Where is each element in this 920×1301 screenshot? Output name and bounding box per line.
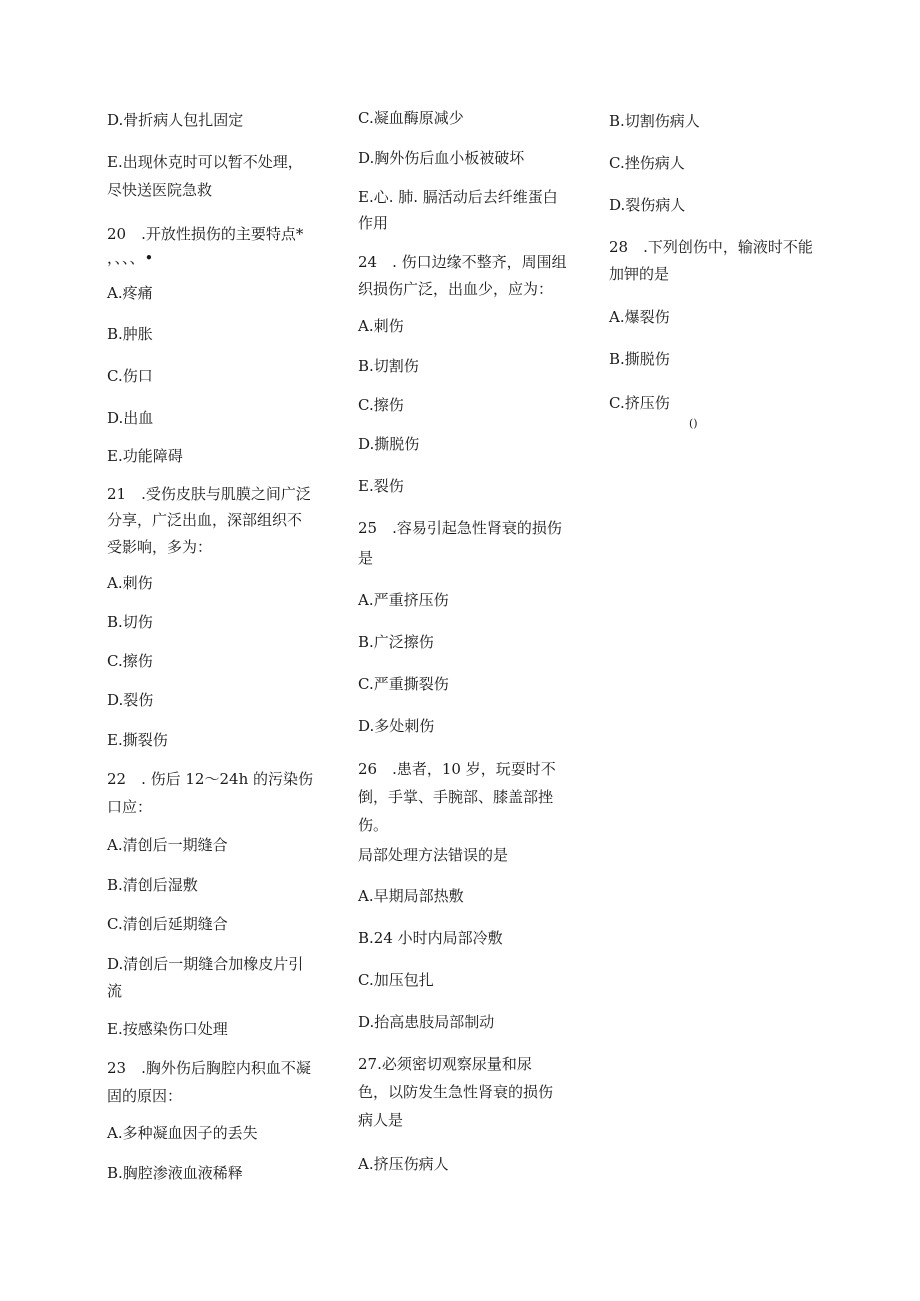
text-line: 固的原因： [107, 1087, 183, 1105]
text-line: 尽快送医院急救 [107, 181, 213, 199]
text-line: 受影响，多为： [107, 538, 213, 556]
text-line: A.清创后一期缝合 [107, 836, 228, 854]
text-line: D.胸外伤后血小板被破坏 [358, 149, 525, 167]
text-line: B.切割伤病人 [609, 112, 700, 130]
text-line: 24 . 伤口边缘不整齐，周围组 [358, 253, 567, 271]
text-line: E.出现休克时可以暂不处理， [107, 153, 303, 171]
text-line: 分享，广泛出血，深部组织不 [107, 511, 303, 529]
text-line: 口应： [107, 798, 153, 816]
text-line: 局部处理方法错误的是 [358, 846, 509, 864]
text-line: C.挫伤病人 [609, 154, 685, 172]
text-line: 21 .受伤皮肤与肌膜之间广泛 [107, 485, 311, 503]
text-line: C.凝血酶原减少 [358, 109, 464, 127]
text-line: E.裂伤 [358, 477, 404, 495]
text-line: 流 [107, 982, 123, 1000]
text-line: D.骨折病人包扎固定 [107, 111, 244, 129]
text-line: C.清创后延期缝合 [107, 915, 228, 933]
text-line: B.胸腔渗液血液稀释 [107, 1164, 243, 1182]
text-line: 加钾的是 [609, 265, 670, 283]
text-line: 28 .下列创伤中，输液时不能 [609, 238, 813, 256]
text-line: 织损伤广泛，出血少，应为： [358, 280, 554, 298]
text-line: A.挤压伤病人 [358, 1155, 449, 1173]
text-line: D.多处刺伤 [358, 717, 435, 735]
text-line: D.抬高患肢局部制动 [358, 1013, 495, 1031]
text-line: 倒，手掌、手腕部、膝盖部挫 [358, 788, 554, 806]
text-line: C.擦伤 [107, 652, 153, 670]
text-line: E.撕裂伤 [107, 731, 168, 749]
text-line: A.刺伤 [358, 317, 404, 335]
text-line: B.肿胀 [107, 325, 153, 343]
text-line: A.疼痛 [107, 284, 153, 302]
blank-parentheses: () [689, 417, 698, 430]
text-line: 26 .患者，10 岁，玩耍时不 [358, 760, 556, 778]
text-line: 23 .胸外伤后胸腔内积血不凝 [107, 1059, 311, 1077]
text-line: A.早期局部热敷 [358, 887, 464, 905]
text-line: D.清创后一期缝合加橡皮片引 [107, 955, 304, 973]
text-line: C.伤口 [107, 367, 153, 385]
text-line: 22 . 伤后 12～24h 的污染伤 [107, 770, 313, 788]
text-line: B.广泛擦伤 [358, 633, 434, 651]
text-line: B.切割伤 [358, 357, 419, 375]
text-line: A.严重挤压伤 [358, 591, 449, 609]
text-line: D.撕脱伤 [358, 435, 420, 453]
text-line: ，、、、• [107, 249, 154, 267]
text-line: D.出血 [107, 409, 154, 427]
text-line: E.心. 肺. 膈活动后去纤维蛋白 [358, 188, 558, 206]
text-line: B.清创后湿敷 [107, 876, 198, 894]
text-line: 病人是 [358, 1111, 404, 1129]
text-line: E.功能障碍 [107, 447, 183, 465]
text-line: D.裂伤 [107, 691, 154, 709]
text-line: D.裂伤病人 [609, 196, 686, 214]
text-line: C.加压包扎 [358, 971, 434, 989]
text-line: C.挤压伤 [609, 394, 670, 412]
text-line: A.爆裂伤 [609, 308, 670, 326]
text-line: 25 .容易引起急性肾衰的损伤 [358, 519, 562, 537]
text-line: 20 .开放性损伤的主要特点* [107, 225, 304, 243]
text-line: 色，以防发生急性肾衰的损伤 [358, 1083, 554, 1101]
text-line: E.按感染伤口处理 [107, 1020, 228, 1038]
text-line: B.撕脱伤 [609, 350, 670, 368]
text-line: C.擦伤 [358, 396, 404, 414]
text-line: C.严重撕裂伤 [358, 675, 449, 693]
text-line: 伤。 [358, 816, 389, 834]
text-line: B.24 小时内局部冷敷 [358, 929, 503, 947]
text-line: A.刺伤 [107, 574, 153, 592]
text-line: 27.必须密切观察尿量和尿 [358, 1055, 532, 1073]
text-line: 是 [358, 549, 374, 567]
text-line: A.多种凝血因子的丢失 [107, 1124, 258, 1142]
text-line: B.切伤 [107, 613, 153, 631]
text-line: 作用 [358, 214, 389, 232]
